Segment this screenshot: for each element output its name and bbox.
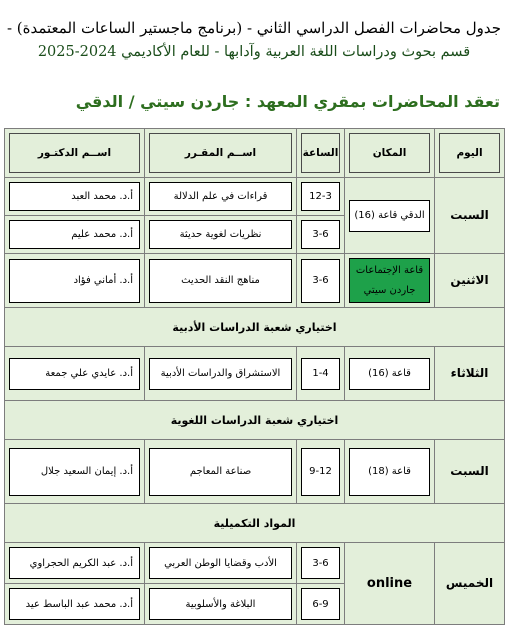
section-row — [5, 504, 505, 543]
place-cell-online: online — [366, 576, 413, 591]
course-cell: الاستشراق والدراسات الأدبية — [149, 358, 292, 390]
day-cell: السبت — [450, 208, 489, 222]
table-row — [5, 440, 505, 504]
schedule-title — [0, 0, 508, 88]
header-course: اســم المقـرر — [149, 133, 292, 173]
day-cell: الاثنين — [450, 273, 489, 287]
time-cell: 3-6 — [301, 547, 340, 579]
place-cell-highlighted: قاعة الإجتماعات جاردن سيتي — [349, 258, 430, 303]
day-cell: الخميس — [445, 576, 494, 590]
course-cell: قراءات في علم الدلالة — [149, 182, 292, 211]
section-row — [5, 308, 505, 347]
table-row — [5, 543, 505, 584]
header-doctor: اســم الدكتـور — [9, 133, 140, 173]
header-row — [5, 129, 505, 178]
doctor-cell: أ.د. محمد عليم — [9, 220, 140, 249]
place-cell: الدقي قاعة (16) — [349, 200, 430, 232]
title-line-1: جدول محاضرات الفصل الدراسي الثاني - (برنامج ماجستير الساعات المعتمدة) - — [6, 19, 502, 37]
table-row — [5, 254, 505, 308]
header-day: اليوم — [439, 133, 500, 173]
course-cell: نظريات لغوية حديثة — [149, 220, 292, 249]
doctor-cell: أ.د. عايدي علي جمعة — [9, 358, 140, 390]
section-row — [5, 401, 505, 440]
place-cell: قاعة (18) — [349, 448, 430, 496]
doctor-cell: أ.د. إيمان السعيد جلال — [9, 448, 140, 496]
day-cell: السبت — [450, 464, 489, 478]
doctor-cell: أ.د. محمد العبد — [9, 182, 140, 211]
time-cell: 6-9 — [301, 588, 340, 620]
section-complementary: المواد التكميلية — [5, 504, 505, 543]
place-cell: قاعة (16) — [349, 358, 430, 390]
title-line-2: قسم بحوث ودراسات اللغة العربية وآدابها - للعام الأكاديمي 2024-2025 — [37, 44, 471, 60]
time-cell: 3-6 — [301, 220, 340, 249]
time-cell: 12-3 — [301, 182, 340, 211]
table-row — [5, 347, 505, 401]
schedule-table — [4, 128, 505, 625]
doctor-cell: أ.د. محمد عبد الباسط عيد — [9, 588, 140, 620]
time-cell: 1-4 — [301, 358, 340, 390]
day-cell: الثلاثاء — [450, 366, 489, 380]
venue-line: تعقد المحاضرات بمقري المعهد : جاردن سيتي / الدقي — [75, 92, 500, 111]
course-cell: البلاغة والأسلوبية — [149, 588, 292, 620]
doctor-cell: أ.د. عبد الكريم الحجراوي — [9, 547, 140, 579]
course-cell: صناعة المعاجم — [149, 448, 292, 496]
time-cell: 9-12 — [301, 448, 340, 496]
course-cell: مناهج النقد الحديث — [149, 259, 292, 303]
section-linguistic: اختياري شعبة الدراسات اللغوية — [5, 401, 505, 440]
header-place: المكان — [349, 133, 430, 173]
course-cell: الأدب وقضايا الوطن العربي — [149, 547, 292, 579]
section-literary: اختياري شعبة الدراسات الأدبية — [5, 308, 505, 347]
doctor-cell: أ.د. أماني فؤاد — [9, 259, 140, 303]
time-cell: 3-6 — [301, 259, 340, 303]
header-time: الساعة — [301, 133, 340, 173]
table-row — [5, 178, 505, 216]
